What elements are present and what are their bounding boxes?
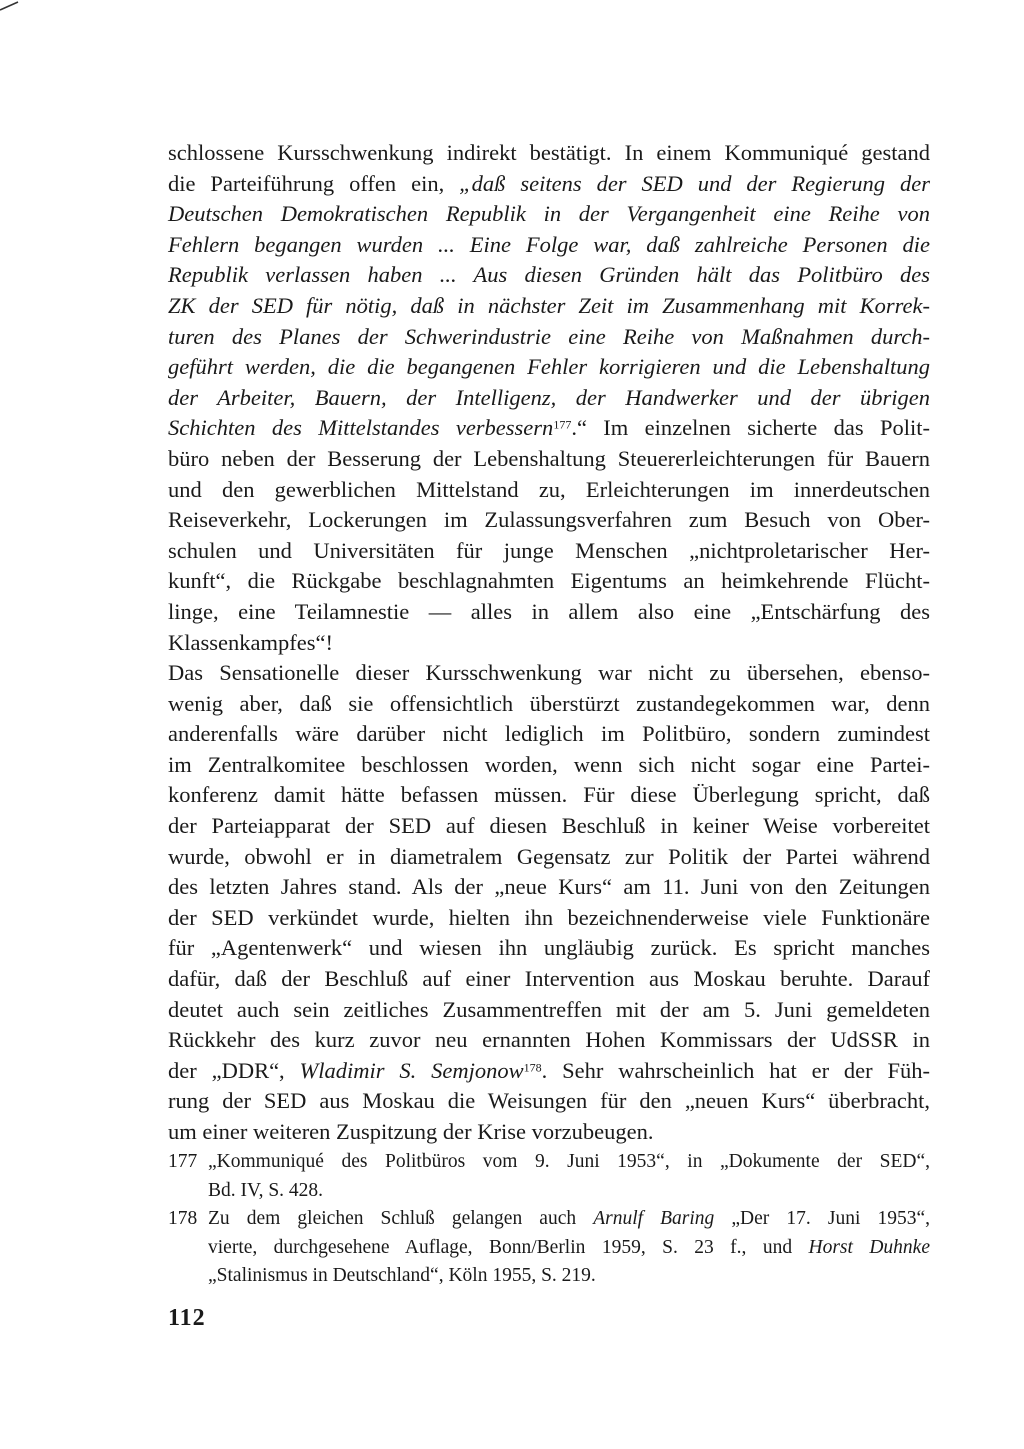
text-line <box>168 597 930 628</box>
italic-quotation: Wladimir S. Semjonow <box>299 1057 524 1083</box>
text-line <box>168 628 930 659</box>
text-line <box>168 1086 930 1117</box>
text-run: der SED verkündet wurde, hielten ihn bezeichnenderweise viele Funktionäre <box>168 904 930 930</box>
text-line <box>168 933 930 964</box>
text-line <box>168 872 930 903</box>
text-line <box>168 444 930 475</box>
text-run: „Kommuniqué des Politbüros vom 9. Juni 1953“, in „Dokumente der SED“, <box>208 1151 930 1172</box>
text-run: Rückkehr des kurz zuvor neu ernannten Hohen Kommissars der UdSSR in <box>168 1027 930 1053</box>
italic-quotation: Horst Duhnke <box>808 1236 930 1258</box>
text-line <box>168 689 930 720</box>
text-line <box>168 1117 930 1148</box>
text-run: wurde, obwohl er in diametralem Gegensatz zur Politik der Partei während <box>168 843 930 869</box>
text-line <box>168 903 930 934</box>
italic-quotation: Fehlern begangen wurden ... Eine Folge war, daß zahlreiche Personen die <box>168 231 930 257</box>
italic-quotation: der Arbeiter, Bauern, der Intelligenz, der Handwerker und der übrigen <box>168 384 930 410</box>
footnote-reference: 178 <box>523 1060 542 1075</box>
text-run: kunft“, die Rückgabe beschlagnahmten Eigentums an heimkehrende Flücht- <box>168 568 930 594</box>
text-run: schlossene Kursschwenkung indirekt bestätigt. In einem Kommuniqué gestand <box>168 140 930 165</box>
text-line <box>168 750 930 781</box>
text-run: „Stalinismus in Deutschland“, Köln 1955, S. 219. <box>208 1265 596 1286</box>
text-run: vierte, durchgesehene Auflage, Bonn/Berlin 1959, S. 23 f., und <box>208 1236 809 1258</box>
text-line <box>168 322 930 353</box>
text-run: die Parteiführung offen ein, <box>168 170 460 196</box>
text-line <box>168 352 930 383</box>
text-run: rung der SED aus Moskau die Weisungen für den „neuen Kurs“ überbracht, <box>168 1088 930 1114</box>
text-run: und den gewerblichen Mittelstand zu, Erleichterungen im innerdeutschen <box>168 476 930 502</box>
footnote-text <box>208 1177 930 1206</box>
text-line <box>168 719 930 750</box>
italic-quotation: Deutschen Demokratischen Republik in der Vergangenheit eine Reihe von <box>168 201 930 227</box>
footnotes <box>168 1148 930 1291</box>
footnote-number: 177 <box>168 1151 198 1172</box>
italic-quotation: Schichten des Mittelstandes verbessern <box>168 415 554 441</box>
text-run: „Der 17. Juni 1953“, <box>714 1208 930 1229</box>
text-run: wenig aber, daß sie offensichtlich überstürzt zustandegekommen war, denn <box>168 690 930 716</box>
text-line <box>168 413 930 444</box>
footnote-line <box>168 1205 930 1234</box>
italic-quotation: Republik verlassen haben ... Aus diesen Gründen hält das Politbüro des <box>168 262 930 288</box>
footnote-number: 178 <box>168 1208 198 1229</box>
footnote-line <box>168 1177 930 1206</box>
text-line <box>168 199 930 230</box>
footnote-reference: 177 <box>553 417 572 432</box>
text-line <box>168 842 930 873</box>
text-line <box>168 658 930 689</box>
text-line <box>168 811 930 842</box>
text-line <box>168 1025 930 1056</box>
footnote-text <box>208 1205 930 1234</box>
text-run: um einer weiteren Zuspitzung der Krise vorzubeugen. <box>168 1119 654 1144</box>
text-run: Bd. IV, S. 428. <box>208 1179 324 1201</box>
text-run: deutet auch sein zeitliches Zusammentreffen mit der am 5. Juni gemeldeten <box>168 996 930 1022</box>
text-line <box>168 995 930 1026</box>
body-text <box>168 138 930 1148</box>
footnote-text <box>208 1234 930 1263</box>
text-line <box>168 566 930 597</box>
italic-quotation: geführt werden, die die begangenen Fehler korrigieren und die Lebenshaltung <box>168 354 930 380</box>
text-line <box>168 383 930 414</box>
footnote-line <box>168 1148 930 1177</box>
italic-quotation: ZK der SED für nötig, daß in nächster Zeit im Zusammenhang mit Korrek- <box>168 292 930 318</box>
text-run: dafür, daß der Beschluß auf einer Intervention aus Moskau beruhte. Darauf <box>168 966 930 992</box>
text-run: linge, eine Teilamnestie — alles in allem also eine „Entschärfung des <box>168 598 930 624</box>
text-run: Das Sensationelle dieser Kursschwenkung war nicht zu übersehen, ebenso- <box>168 660 930 686</box>
text-run: des letzten Jahres stand. Als der „neue Kurs“ am 11. Juni von den Zeitungen <box>168 874 930 900</box>
text-line <box>168 964 930 995</box>
text-line <box>168 230 930 261</box>
footnote-text <box>208 1148 930 1177</box>
italic-quotation: Arnulf Baring <box>593 1208 715 1229</box>
text-line <box>168 505 930 536</box>
text-run: büro neben der Besserung der Lebenshaltung Steuererleichterungen für Bauern <box>168 445 930 471</box>
text-run: Zu dem gleichen Schluß gelangen auch <box>208 1208 594 1229</box>
text-line <box>168 780 930 811</box>
text-line <box>168 536 930 567</box>
footnote-line <box>168 1234 930 1263</box>
text-run: . Sehr wahrscheinlich hat er der Füh- <box>541 1057 930 1083</box>
text-run: der „DDR“, <box>168 1057 300 1083</box>
text-line <box>168 1056 930 1087</box>
text-line <box>168 169 930 200</box>
italic-quotation: turen des Planes der Schwerindustrie eine Reihe von Maßnahmen durch- <box>168 323 930 349</box>
italic-quotation: „daß seitens der SED und der Regierung der <box>459 170 930 196</box>
footnote-text <box>208 1262 930 1291</box>
text-run: Klassenkampfes“! <box>168 629 333 655</box>
page-number: 112 <box>168 1305 206 1331</box>
text-line <box>168 138 930 169</box>
scan-corner-mark <box>0 0 22 12</box>
text-run: anderenfalls wäre darüber nicht lediglich im Politbüro, sondern zumindest <box>168 721 930 747</box>
text-run: konferenz damit hätte befassen müssen. Für diese Überlegung spricht, daß <box>168 782 930 808</box>
text-run: .“ Im einzelnen sicherte das Polit- <box>571 415 930 441</box>
footnote-line <box>168 1262 930 1291</box>
text-run: schulen und Universitäten für junge Menschen „nichtproletarischer Her- <box>168 537 930 563</box>
text-run: im Zentralkomitee beschlossen worden, wenn sich nicht sogar eine Partei- <box>168 751 930 777</box>
text-run: der Parteiapparat der SED auf diesen Beschluß in keiner Weise vorbereitet <box>168 813 930 839</box>
text-line <box>168 291 930 322</box>
text-run: Reiseverkehr, Lockerungen im Zulassungsverfahren zum Besuch von Ober- <box>168 507 930 533</box>
text-line <box>168 475 930 506</box>
text-line <box>168 260 930 291</box>
text-run: für „Agentenwerk“ und wiesen ihn ungläubig zurück. Es spricht manches <box>168 935 930 961</box>
